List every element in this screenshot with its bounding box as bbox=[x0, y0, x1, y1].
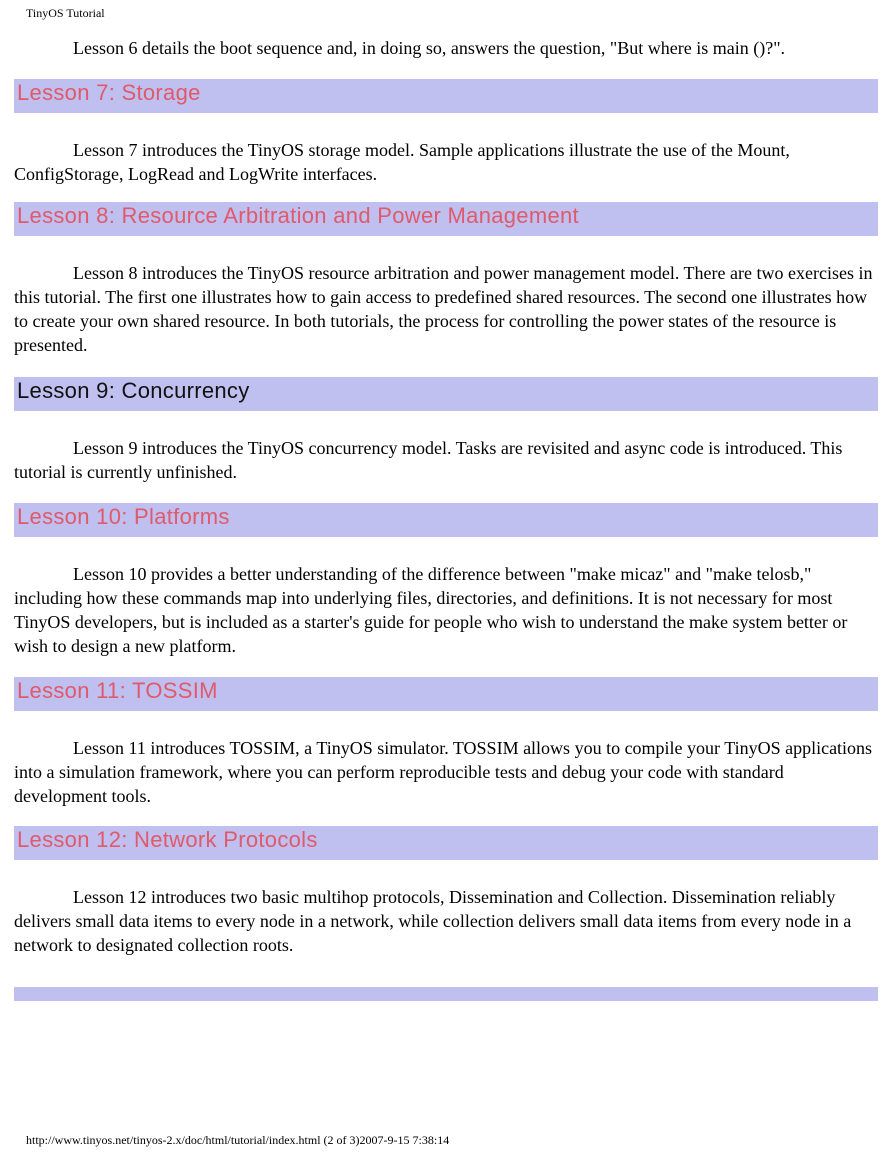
lesson-9-description: Lesson 9 introduces the TinyOS concurrency model. Tasks are revisited and async code is introduced. This tutorial is currently unfinished. bbox=[14, 438, 843, 482]
lesson-11-heading[interactable]: Lesson 11: TOSSIM bbox=[14, 677, 878, 711]
lesson-7-description: Lesson 7 introduces the TinyOS storage model. Sample applications illustrate the use of the Mount, ConfigStorage, LogRead and LogWrite interfaces. bbox=[14, 140, 790, 184]
lesson-9-heading: Lesson 9: Concurrency bbox=[14, 377, 878, 411]
page-header-title: TinyOS Tutorial bbox=[26, 6, 105, 20]
lesson-7-heading[interactable]: Lesson 7: Storage bbox=[14, 79, 878, 113]
lesson-10-description: Lesson 10 provides a better understanding of the difference between "make micaz" and "make telosb," including how these commands map into underlying files, directories, and definitions. It is not necessary for most TinyOS developers, but is included as a starter's guide for people who wish to understand the make system better or wish to design a new platform. bbox=[14, 564, 848, 656]
lesson-12-heading[interactable]: Lesson 12: Network Protocols bbox=[14, 826, 878, 860]
lesson-11-description: Lesson 11 introduces TOSSIM, a TinyOS simulator. TOSSIM allows you to compile your TinyOS applications into a simulation framework, where you can perform reproducible tests and debug your code with standard development tools. bbox=[14, 738, 873, 806]
lesson-10-heading[interactable]: Lesson 10: Platforms bbox=[14, 503, 878, 537]
intro-paragraph: Lesson 6 details the boot sequence and, in doing so, answers the question, "But where is main ()?". bbox=[73, 38, 786, 58]
empty-heading-bar bbox=[14, 987, 878, 1001]
lesson-12-description: Lesson 12 introduces two basic multihop protocols, Dissemination and Collection. Dissemination reliably delivers small data items to every node in a network, while collection delivers small data items from every node in a network to designated collection roots. bbox=[14, 887, 852, 955]
tutorial-content bbox=[14, 36, 878, 1001]
lesson-8-description: Lesson 8 introduces the TinyOS resource arbitration and power management model. There are two exercises in this tutorial. The first one illustrates how to gain access to predefined shared resources. The second one illustrates how to create your own shared resource. In both tutorials, the process for controlling the power states of the resource is presented. bbox=[14, 263, 873, 355]
page-footer-url: http://www.tinyos.net/tinyos-2.x/doc/html/tutorial/index.html (2 of 3)2007-9-15 7:38:14 bbox=[26, 1133, 450, 1147]
lesson-8-heading[interactable]: Lesson 8: Resource Arbitration and Power Management bbox=[14, 202, 878, 236]
